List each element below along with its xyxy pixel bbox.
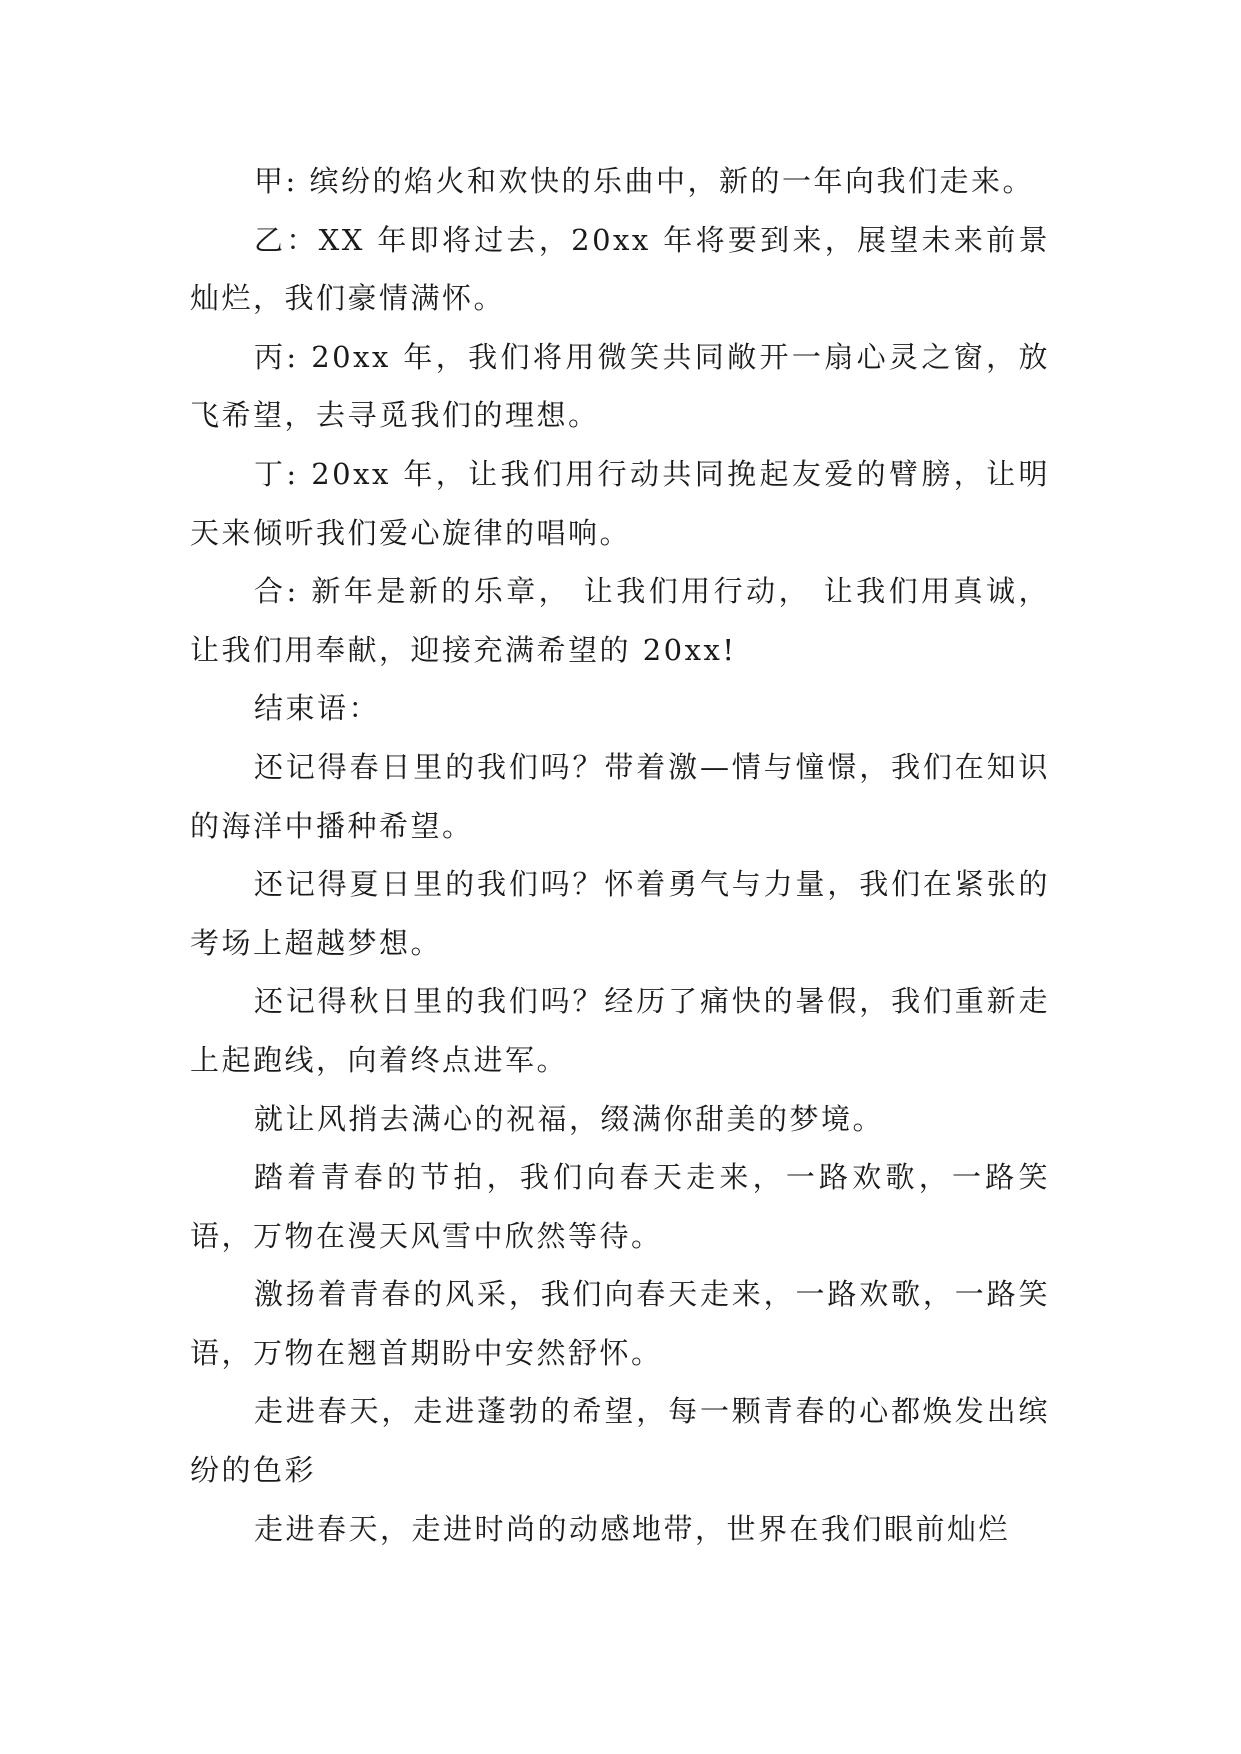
paragraph-hope: 走进春天，走进蓬勃的希望，每一颗青春的心都焕发出缤纷的色彩 — [190, 1394, 1050, 1488]
paragraph-rhythm: 踏着青春的节拍，我们向春天走来，一路欢歌，一路笑语，万物在漫天风雪中欣然等待。 — [190, 1160, 1050, 1253]
paragraph-spring: 还记得春日里的我们吗？带着激—情与憧憬，我们在知识的海洋中播种希望。 — [190, 749, 1050, 843]
paragraph-ding: 丁: 20xx 年，让我们用行动共同挽起友爱的臂膀，让明天来倾听我们爱心旋律的唱响。 — [190, 456, 1050, 550]
document-body — [190, 152, 1050, 1558]
paragraph-fashion: 走进春天，走进时尚的动感地带，世界在我们眼前灿烂 — [254, 1511, 1011, 1546]
paragraph-autumn: 还记得秋日里的我们吗？经历了痛快的暑假，我们重新走上起跑线，向着终点进军。 — [190, 984, 1050, 1077]
closing-heading: 结束语： — [254, 691, 381, 726]
paragraph-summer: 还记得夏日里的我们吗？怀着勇气与力量，我们在紧张的考场上超越梦想。 — [190, 867, 1050, 960]
paragraph-bing: 丙: 20xx 年，我们将用微笑共同敞开一扇心灵之窗，放飞希望，去寻觅我们的理想。 — [190, 339, 1050, 433]
paragraph-yi: 乙：XX 年即将过去，20xx 年将要到来，展望未来前景灿烂，我们豪情满怀。 — [190, 222, 1050, 316]
paragraph-he: 合: 新年是新的乐章， 让我们用行动， 让我们用真诚，让我们用奉献，迎接充满希望的 20xx! — [190, 574, 1050, 667]
paragraph-wind: 就让风捎去满心的祝福，缀满你甜美的梦境。 — [254, 1101, 885, 1136]
paragraph-jia: 甲: 缤纷的焰火和欢快的乐曲中，新的一年向我们走来。 — [254, 164, 1034, 198]
paragraph-style: 激扬着青春的风采，我们向春天走来，一路欢歌，一路笑语，万物在翘首期盼中安然舒怀。 — [190, 1277, 1050, 1370]
